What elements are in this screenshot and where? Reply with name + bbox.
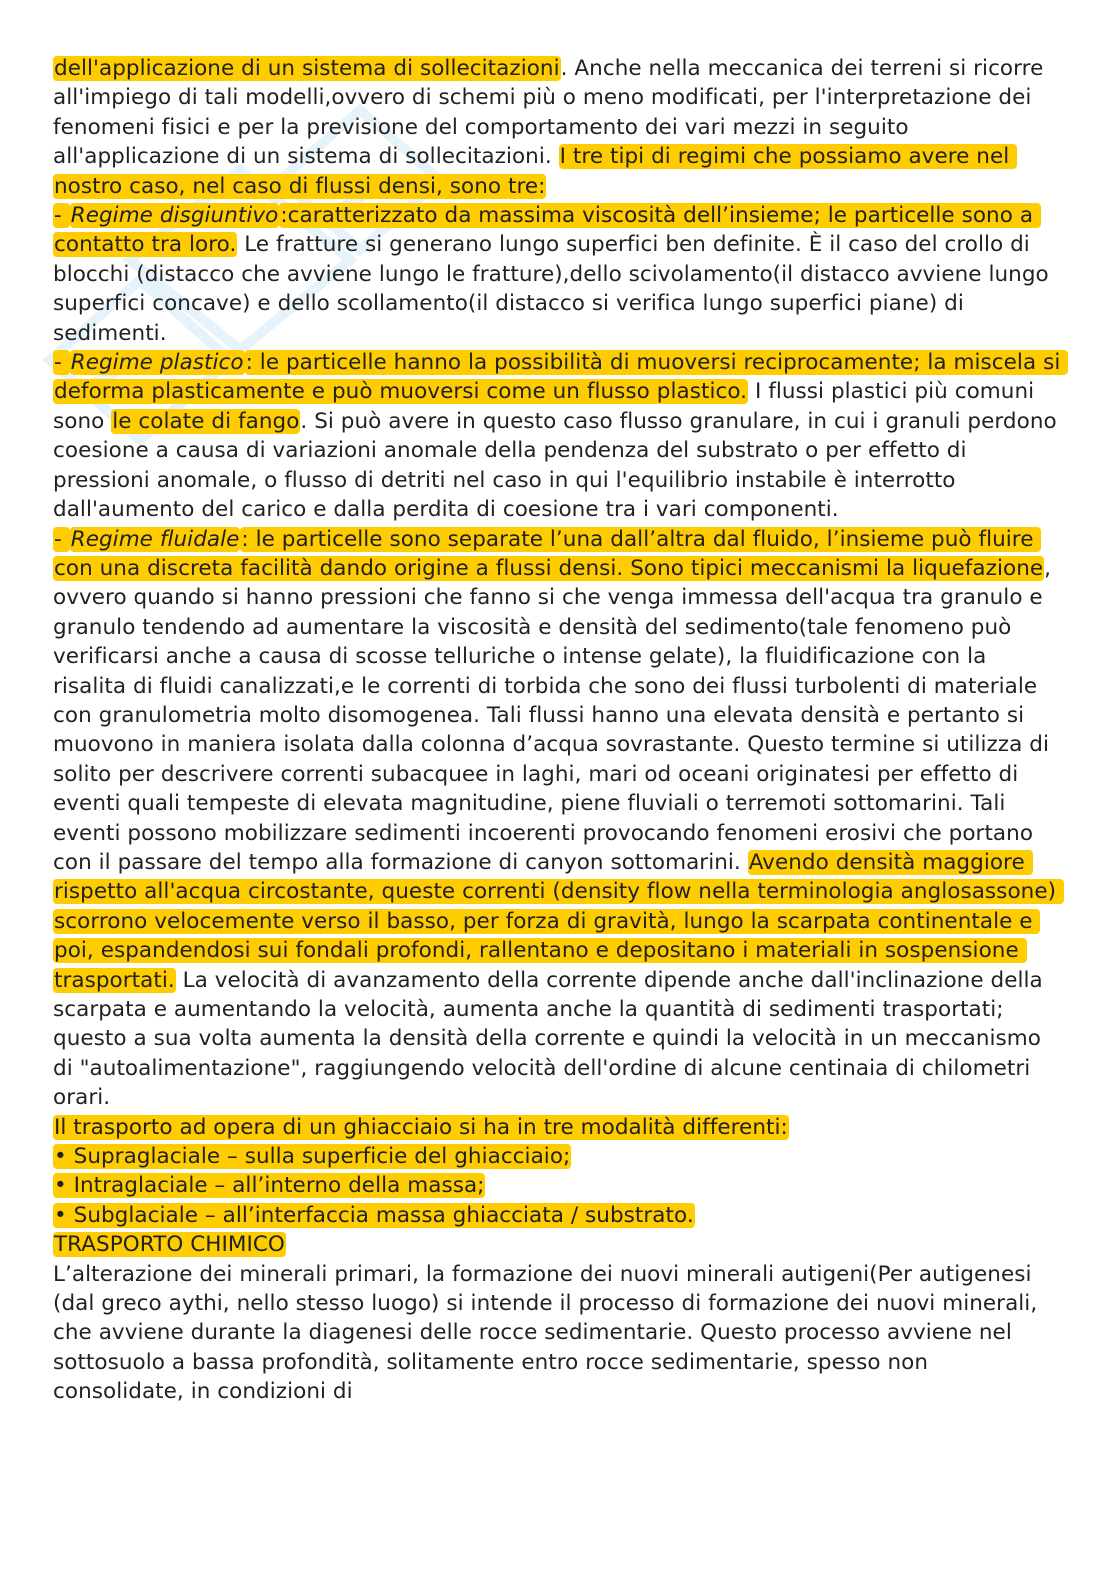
paragraph-regime-disgiuntivo — [53, 201, 1063, 348]
term-text: Regime disgiuntivo — [70, 203, 279, 229]
body-text: La velocità di avanzamento della corrente dipende anche dall'inclinazione della scarpata e aumentando la velocità, aumenta anche la quantità di sedimenti trasportati; questo a sua volta aumenta la densità della corrente e quindi la velocità in un meccanismo di "autoalimentazione", raggiungendo velocità dell'ordine di alcune centinaia di chilometri orari. — [53, 967, 1050, 1111]
highlighted-text: le colate di fango — [112, 408, 300, 434]
term-text: Regime fluidale — [70, 526, 240, 552]
bullet-text: • Intraglaciale – all’interno della massa; — [54, 1173, 485, 1199]
term-regime-plastico — [70, 350, 245, 375]
paragraph-regime-plastico — [53, 348, 1068, 524]
term-regime-disgiuntivo — [70, 203, 280, 228]
paragraph-trasporto-chimico: L’alterazione dei minerali primari, la formazione dei nuovi minerali autigeni(Per autigenesi (dal greco aythi, nello stesso luogo) si intende il processo di formazione dei nuovi minerali, che avviene durante la diagenesi delle rocce sedimentarie. Questo processo avviene nel sottosuolo a bassa profondità, solitamente entro rocce sedimentarie, spesso non consolidate, in condizioni di — [53, 1261, 1045, 1405]
body-text: I flussi plastici più comuni sono — [53, 379, 1042, 434]
paragraph-regime-fluidale — [53, 525, 1063, 1113]
list-dash: - — [54, 350, 69, 376]
highlighted-text: Avendo densità maggiore rispetto all'acqua circostante, queste correnti (density flow nella terminologia anglosassone) scorrono velocemente verso il basso, per forza di gravità, lungo la scarpata continentale e poi, espandendosi sui fondali profondi, rallentano e depositano i materiali in sospensione trasportati. — [54, 849, 1063, 993]
bullet-item — [53, 1171, 1063, 1200]
highlighted-text: I tre tipi di regimi che possiamo avere nel nostro caso, nel caso di flussi densi, sono tre: — [54, 144, 1017, 199]
term-regime-fluidale — [70, 527, 241, 552]
body-text: Le fratture si generano lungo superfici ben definite. È il caso del crollo di blocchi (distacco che avviene lungo le fratture),dello scivolamento(il distacco avviene lungo superfici concave) e dello scollamento(il distacco si verifica lungo superfici piane) di sedimenti. — [53, 232, 1056, 346]
highlighted-text: :caratterizzato da massima viscosità dell’insieme; le particelle sono a contatto tra loro. — [54, 203, 1040, 258]
highlighted-text: dell'applicazione di un sistema di sollecitazioni — [54, 56, 560, 81]
paragraph-ghiacciaio — [53, 1113, 1063, 1142]
document-body — [53, 54, 1068, 1407]
heading-text: TRASPORTO CHIMICO — [54, 1232, 285, 1258]
section-heading — [53, 1230, 1063, 1259]
bullet-item — [53, 1201, 1063, 1230]
list-dash: - — [54, 203, 69, 229]
body-text: , ovvero quando si hanno pressioni che fanno si che venga immessa dell'acqua tra granulo e granulo tendendo ad aumentare la viscosità e densità del sedimento(tale fenomeno può verificarsi anche a causa di scosse telluriche o intense gelate), la fluidificazione con la risalita di fluidi canalizzati,e le correnti di torbida che sono dei flussi turbolenti di materiale con granulometria molto disomogenea. Tali flussi hanno una elevata densità e pertanto si muovono in maniera isolata dalla colonna d’acqua sovrastante. Questo termine si utilizza di solito per descrivere correnti subacquee in laghi, mari od oceani originatesi per effetto di eventi quali tempeste di elevata magnitudine, piene fluviali o terremoti sottomarini. Tali eventi possono mobilizzare sedimenti incoerenti provocando fenomeni erosivi che portano con il passare del tempo alla formazione di canyon sottomarini. — [53, 555, 1058, 875]
highlighted-text: Il trasporto ad opera di un ghiacciaio si ha in tre modalità differenti: — [54, 1114, 788, 1140]
bullet-text: • Subglaciale – all’interfaccia massa ghiacciata / substrato. — [54, 1202, 694, 1228]
term-text: Regime plastico — [70, 350, 244, 376]
bullet-item — [53, 1142, 1063, 1171]
highlighted-text: : le particelle sono separate l’una dall’altra dal fluido, l’insieme può fluire con una discreta facilità dando origine a flussi densi. Sono tipici meccanismi la liquefazione — [54, 526, 1044, 581]
body-text: . Anche nella meccanica dei terreni si ricorre all'impiego di tali modelli,ovvero di schemi più o meno modificati, per l'interpretazione dei fenomeni fisici e per la previsione del comportamento dei vari mezzi in seguito all'applicazione di un sistema di sollecitazioni. — [53, 56, 1051, 170]
paragraph-intro — [53, 54, 1063, 201]
highlighted-text: : le particelle hanno la possibilità di muoversi reciprocamente; la miscela si deforma plasticamente e può muoversi come un flusso plastico. — [54, 350, 1068, 405]
body-text: . Si può avere in questo caso flusso granulare, in cui i granuli perdono coesione a causa di variazioni anomale della pendenza del substrato o per effetto di pressioni anomale, o flusso di detriti nel caso in qui l'equilibrio instabile è interrotto dall'aumento del carico e dalla perdita di coesione tra i vari componenti. — [53, 408, 1064, 523]
list-dash: - — [54, 526, 69, 552]
bullet-text: • Supraglaciale – sulla superficie del ghiacciaio; — [54, 1144, 571, 1170]
